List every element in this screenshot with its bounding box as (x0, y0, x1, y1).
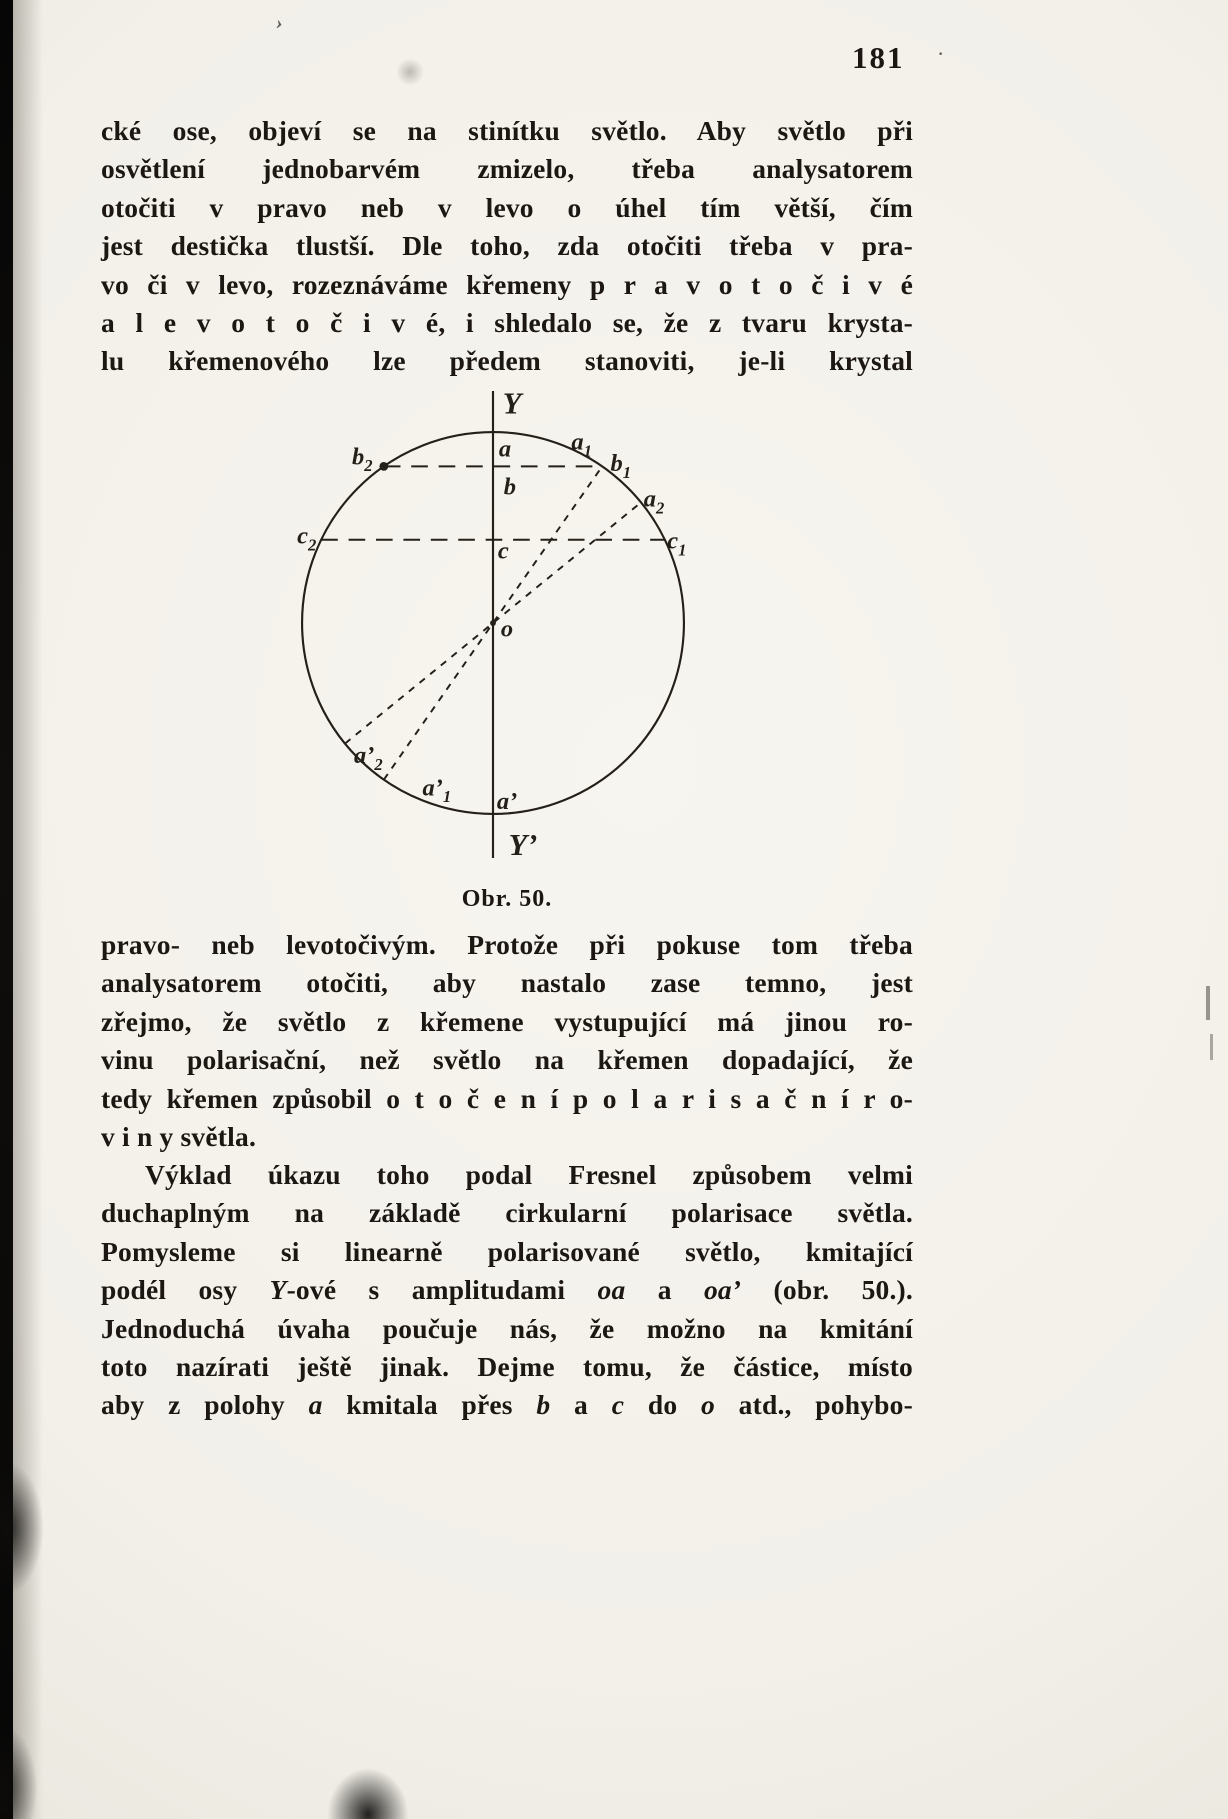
text-line: Jednoduchá úvaha poučuje nás, že možno na kmitání (101, 1312, 913, 1344)
text-line: duchaplným na základě cirkularní polarisace světla. (101, 1197, 913, 1229)
paragraph-2 (101, 926, 913, 1156)
figure-label-y-bottom: Y’ (508, 828, 538, 863)
figure-caption: Obr. 50. (461, 886, 553, 912)
paragraph-3 (101, 1156, 913, 1425)
scan-smudge (324, 1764, 412, 1819)
text-line: pravo- neb levotočivým. Protože při pokuse tom třeba (101, 929, 913, 960)
scan-mark: › (274, 11, 285, 35)
scan-mark (1210, 1034, 1213, 1060)
text-line: cké ose, objeví se na stinítku světlo. Aby světlo při (101, 115, 913, 146)
figure-label-a1: $a_1$ (571, 428, 592, 461)
text-line: podél osy Y-ové s amplitudami oa a oa’ (obr. 50.). (101, 1274, 913, 1306)
text-line: vinu polarisační, než světlo na křemen dopadající, že (101, 1044, 913, 1076)
figure-label-b2: $b_2$ (352, 443, 373, 476)
text-line: a l e v o t o č i v é, i shledalo se, že z tvaru krysta- (101, 307, 913, 339)
scan-smudge (396, 58, 424, 86)
figure-label-c1: $c_1$ (667, 527, 687, 560)
text-line: analysatorem otočiti, aby nastalo zase temno, jest (101, 967, 913, 999)
text-line: vo či v levo, rozeznáváme křemeny p r a v o t o č i v é (101, 268, 913, 300)
figure-svg (258, 380, 728, 867)
figure-label-b1: $b_1$ (610, 450, 632, 483)
point-o-dot (490, 620, 496, 626)
text-line: v i n y světla. (101, 1121, 257, 1153)
figure-label-a-prime-1: $a’_1$ (422, 774, 452, 807)
point-b2-dot (379, 462, 388, 471)
figure-label-c: c (497, 537, 509, 565)
figure-label-o: o (500, 615, 514, 643)
figure-label-a-prime-2: $a’_2$ (353, 742, 383, 774)
text-line: jest destička tlustší. Dle toho, zda otočiti třeba v pra- (101, 230, 913, 262)
text-line: toto nazírati ještě jinak. Dejme tomu, že částice, místo (101, 1351, 913, 1383)
figure-label-y-top: Y (502, 386, 522, 421)
text-line: tedy křemen způsobil o t o č e n í p o l a r i s a č n í r o- (101, 1082, 913, 1114)
scan-binding-edge (0, 0, 13, 1819)
text-line: lu křemenového lze předem stanoviti, je-li krystal (101, 345, 913, 377)
scan-mark: · (938, 46, 944, 63)
page-number: 181 (852, 40, 905, 75)
figure-label-a2: $a_2$ (643, 485, 665, 518)
scan-edge-shadow (13, 0, 43, 1819)
figure-label-c2: $c_2$ (297, 522, 317, 555)
text-line: otočiti v pravo neb v levo o úhel tím větší, čím (101, 191, 913, 223)
text-line: Pomysleme si linearně polarisované světlo, kmitající (101, 1235, 913, 1267)
text-line: Výklad úkazu toho podal Fresnel způsobem velmi (145, 1159, 913, 1190)
text-line: zřejmo, že světlo z křemene vystupující má jinou ro- (101, 1005, 913, 1037)
text-line: osvětlení jednobarvém zmizelo, třeba analysatorem (101, 153, 913, 185)
figure-obr-50 (258, 380, 728, 867)
figure-label-b: b (503, 473, 517, 501)
figure-label-a: a (498, 435, 512, 463)
scan-mark (1206, 986, 1210, 1020)
paragraph-1 (101, 112, 913, 381)
text-line: aby z polohy a kmitala přes b a c do o atd., pohybo- (101, 1389, 913, 1421)
figure-label-a-prime: a’ (496, 788, 518, 816)
